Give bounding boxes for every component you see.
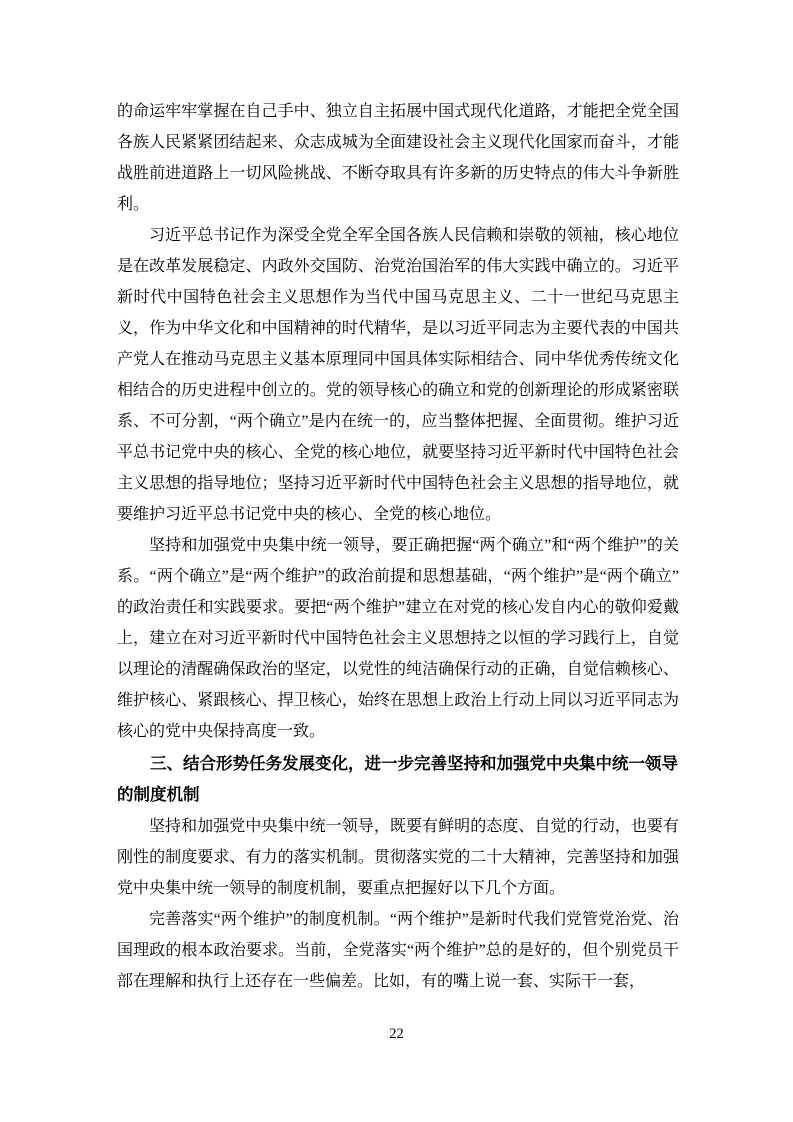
body-paragraph: 完善落实“两个维护”的制度机制。“两个维护”是新时代我们党管党治党、治国理政的根本政治要求。当前，全党落实“两个维护”总的是好的，但个别党员干部在理解和执行上还存在一些偏差。比如，有的嘴上说一套、实际干一套， <box>117 911 679 990</box>
body-paragraph: 坚持和加强党中央集中统一领导，要正确把握“两个确立”和“两个维护”的关系。“两个确立”是“两个维护”的政治前提和思想基础，“两个维护”是“两个确立”的政治责任和实践要求。要把“两个维护”建立在对党的核心发自内心的敬仰爱戴上，建立在对习近平新时代中国特色社会主义思想持之以恒的学习践行上，自觉以理论的清醒确保政治的坚定，以党性的纯洁确保行动的正确，自觉信赖核心、维护核心、紧跟核心、捍卫核心，始终在思想上政治上行动上同以习近平同志为核心的党中央保持高度一致。 <box>117 537 679 740</box>
body-paragraph: 习近平总书记作为深受全党全军全国各族人民信赖和崇敬的领袖，核心地位是在改革发展稳定、内政外交国防、治党治国治军的伟大实践中确立的。习近平新时代中国特色社会主义思想作为当代中国马克思主义、二十一世纪马克思主义，作为中华文化和中国精神的时代精华，是以习近平同志为主要代表的中国共产党人在推动马克思主义基本原理同中国具体实际相结合、同中华优秀传统文化相结合的历史进程中创立的。党的领导核心的确立和党的创新理论的形成紧密联系、不可分割，“两个确立”是内在统一的，应当整体把握、全面贯彻。维护习近平总书记党中央的核心、全党的核心地位，就要坚持习近平新时代中国特色社会主义思想的指导地位；坚持习近平新时代中国特色社会主义思想的指导地位，就要维护习近平总书记党中央的核心、全党的核心地位。 <box>117 227 679 523</box>
page-number: 22 <box>389 1026 404 1042</box>
section-heading: 三、结合形势任务发展变化，进一步完善坚持和加强党中央集中统一领导的制度机制 <box>117 755 678 804</box>
body-paragraph: 坚持和加强党中央集中统一领导，既要有鲜明的态度、自觉的行动，也要有刚性的制度要求、有力的落实机制。贯彻落实党的二十大精神，完善坚持和加强党中央集中统一领导的制度机制，要重点把握好以下几个方面。 <box>117 818 679 897</box>
body-paragraph: 的命运牢牢掌握在自己手中、独立自主拓展中国式现代化道路，才能把全党全国各族人民紧紧团结起来、众志成城为全面建设社会主义现代化国家而奋斗，才能战胜前进道路上一切风险挑战、不断夺取具有许多新的历史特点的伟大斗争新胜利。 <box>117 103 679 213</box>
document-body <box>117 96 679 997</box>
